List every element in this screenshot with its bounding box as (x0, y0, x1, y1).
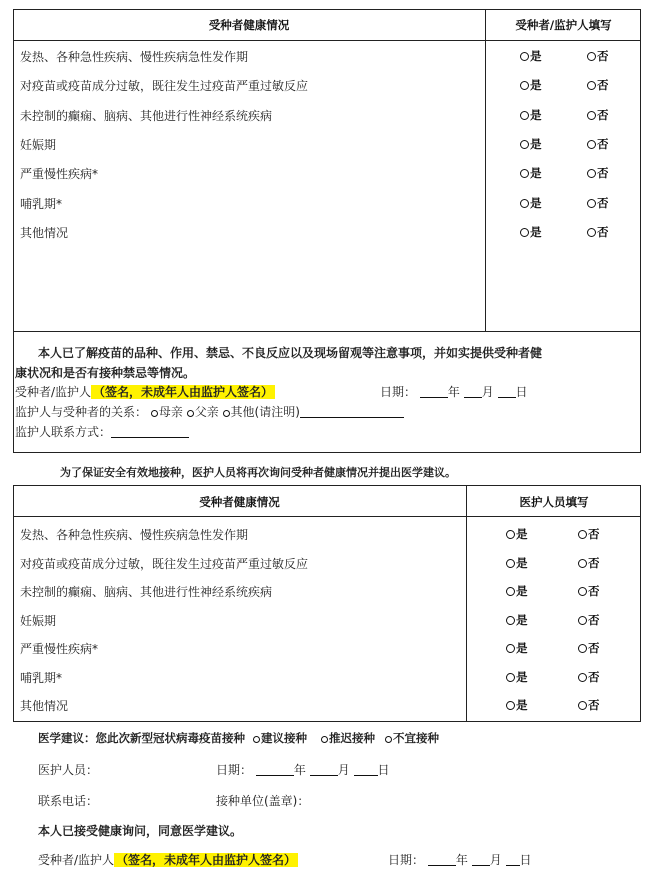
radio-circle-icon (506, 616, 515, 625)
radio-circle-icon (506, 673, 515, 682)
month-blank[interactable] (472, 854, 490, 866)
yes-option[interactable]: 是 (520, 107, 542, 123)
no-option[interactable]: 否 (578, 583, 600, 599)
relation-option-mother[interactable]: 母亲 (151, 405, 183, 419)
day-label: 日 (515, 385, 528, 399)
day-blank[interactable] (506, 854, 520, 866)
radio-circle-icon (578, 587, 587, 596)
health-row-label: 妊娠期 (20, 137, 57, 152)
radio-circle-icon (587, 81, 596, 90)
yes-option[interactable]: 是 (520, 165, 542, 181)
radio-circle-icon (321, 736, 328, 743)
year-blank[interactable] (420, 386, 448, 398)
radio-circle-icon (506, 644, 515, 653)
final-signer-note: （签名，未成年人由监护人签名） (116, 853, 297, 867)
radio-circle-icon (520, 169, 529, 178)
no-option[interactable]: 否 (578, 555, 600, 571)
radio-circle-icon (506, 587, 515, 596)
no-option[interactable]: 否 (587, 107, 609, 123)
month-blank[interactable] (464, 386, 482, 398)
no-option[interactable]: 否 (587, 165, 609, 181)
radio-circle-icon (587, 199, 596, 208)
radio-circle-icon (151, 410, 158, 417)
radio-circle-icon (578, 559, 587, 568)
relation-option-other[interactable]: 其他(请注明) (223, 405, 300, 419)
yes-option[interactable]: 是 (506, 640, 528, 656)
month-blank[interactable] (310, 764, 338, 776)
day-label: 日 (519, 853, 532, 867)
date-label: 日期： (380, 385, 417, 399)
no-option[interactable]: 否 (587, 77, 609, 93)
contact-blank[interactable] (111, 426, 189, 438)
yes-option[interactable]: 是 (506, 555, 528, 571)
phone-label: 联系电话： (38, 794, 99, 808)
no-option[interactable]: 否 (578, 697, 600, 713)
day-blank[interactable] (498, 386, 516, 398)
radio-circle-icon (520, 52, 529, 61)
yes-option[interactable]: 是 (506, 697, 528, 713)
relation-other-blank[interactable] (300, 406, 404, 418)
health-row-label: 其他情况 (20, 225, 69, 240)
signer-label: 受种者/监护人 (15, 385, 92, 399)
relation-line (15, 403, 404, 420)
advice-option-recommend[interactable]: 建议接种 (253, 731, 307, 745)
radio-circle-icon (506, 701, 515, 710)
section1-col-divider (485, 9, 486, 332)
radio-circle-icon (506, 530, 515, 539)
yes-option[interactable]: 是 (520, 136, 542, 152)
section1-header-left: 受种者健康情况 (208, 18, 290, 32)
section2-col-divider (466, 485, 467, 722)
staff-date (216, 761, 390, 778)
health-row-label: 哺乳期* (20, 196, 63, 211)
contact-label: 监护人联系方式： (15, 425, 112, 439)
radio-circle-icon (587, 52, 596, 61)
relation-option-father[interactable]: 父亲 (187, 405, 219, 419)
year-blank[interactable] (428, 854, 456, 866)
health-row-label: 严重慢性疾病* (20, 642, 99, 656)
contact-line (15, 423, 189, 440)
year-label: 年 (455, 853, 468, 867)
health-row-label: 未控制的癫痫、脑病、其他进行性神经系统疾病 (20, 108, 273, 123)
medical-advice-label: 医学建议：您此次新型冠状病毒疫苗接种 (38, 731, 245, 745)
yes-option[interactable]: 是 (520, 195, 542, 211)
no-option[interactable]: 否 (578, 669, 600, 685)
health-row-label: 发热、各种急性疾病、慢性疾病急性发作期 (20, 50, 249, 64)
health-row-label: 对疫苗或疫苗成分过敏，既往发生过疫苗严重过敏反应 (20, 79, 309, 94)
no-option[interactable]: 否 (587, 136, 609, 152)
radio-circle-icon (187, 410, 194, 417)
radio-circle-icon (578, 701, 587, 710)
section1-header-right: 受种者/监护人填写 (515, 18, 612, 32)
radio-circle-icon (253, 736, 260, 743)
date-label: 日期： (388, 853, 425, 867)
staff-label: 医护人员： (38, 763, 99, 777)
final-signer-label: 受种者/监护人 (38, 853, 115, 867)
month-label: 月 (481, 385, 494, 399)
radio-circle-icon (506, 559, 515, 568)
declaration-line-1: 本人已了解疫苗的品种、作用、禁忌、不良反应以及现场留观等注意事项，并如实提供受种者健 (38, 346, 543, 360)
relation-label: 监护人与受种者的关系： (15, 405, 148, 419)
radio-circle-icon (587, 169, 596, 178)
yes-option[interactable]: 是 (520, 48, 542, 64)
radio-circle-icon (520, 81, 529, 90)
radio-circle-icon (578, 644, 587, 653)
year-label: 年 (447, 385, 460, 399)
health-row-label: 妊娠期 (20, 613, 57, 628)
health-row-label: 哺乳期* (20, 670, 63, 685)
section1-date (380, 383, 528, 400)
section2-header-right: 医护人员填写 (519, 495, 589, 509)
year-blank[interactable] (256, 764, 294, 776)
radio-circle-icon (578, 530, 587, 539)
year-label: 年 (293, 763, 306, 777)
day-label: 日 (377, 763, 390, 777)
radio-circle-icon (578, 616, 587, 625)
no-option[interactable]: 否 (587, 48, 609, 64)
unit-label: 接种单位(盖章)： (216, 794, 310, 808)
radio-circle-icon (520, 111, 529, 120)
radio-circle-icon (223, 410, 230, 417)
section2-header-divider (13, 516, 641, 517)
signer-note: （签名，未成年人由监护人签名） (93, 385, 274, 399)
yes-option[interactable]: 是 (506, 669, 528, 685)
final-date (388, 851, 532, 868)
day-blank[interactable] (354, 764, 378, 776)
radio-circle-icon (578, 673, 587, 682)
no-option[interactable]: 否 (578, 640, 600, 656)
yes-option[interactable]: 是 (506, 583, 528, 599)
radio-circle-icon (520, 140, 529, 149)
section2-table (13, 485, 641, 722)
radio-circle-icon (385, 736, 392, 743)
radio-circle-icon (587, 111, 596, 120)
radio-circle-icon (520, 228, 529, 237)
health-row-label: 严重慢性疾病* (20, 167, 99, 182)
date-label: 日期： (216, 763, 253, 777)
notice-text: 为了保证安全有效地接种，医护人员将再次询问受种者健康情况并提出医学建议。 (60, 466, 456, 479)
section2-header-left: 受种者健康情况 (199, 495, 280, 509)
radio-circle-icon (587, 228, 596, 237)
no-option[interactable]: 否 (578, 526, 600, 542)
section1-header-divider (13, 40, 641, 41)
medical-advice-line (38, 730, 439, 746)
yes-option[interactable]: 是 (520, 77, 542, 93)
month-label: 月 (489, 853, 502, 867)
health-row-label: 对疫苗或疫苗成分过敏，既往发生过疫苗严重过敏反应 (20, 556, 309, 571)
health-row-label: 未控制的癫痫、脑病、其他进行性神经系统疾病 (20, 585, 273, 599)
health-row-label: 其他情况 (20, 699, 69, 713)
advice-option-postpone[interactable]: 推迟接种 (321, 731, 375, 745)
section1-declaration-divider (13, 331, 641, 332)
health-row-label: 发热、各种急性疾病、慢性疾病急性发作期 (20, 528, 249, 542)
advice-option-not-suitable[interactable]: 不宜接种 (385, 731, 439, 745)
radio-circle-icon (587, 140, 596, 149)
signer-line (15, 383, 275, 400)
yes-option[interactable]: 是 (506, 526, 528, 542)
yes-option[interactable]: 是 (506, 612, 528, 628)
month-label: 月 (337, 763, 350, 777)
final-signer-line (38, 851, 298, 868)
no-option[interactable]: 否 (587, 195, 609, 211)
no-option[interactable]: 否 (578, 612, 600, 628)
declaration-line-2: 康状况和是否有接种禁忌等情况。 (15, 366, 196, 380)
no-option[interactable]: 否 (587, 224, 609, 240)
yes-option[interactable]: 是 (520, 224, 542, 240)
radio-circle-icon (520, 199, 529, 208)
agree-text: 本人已接受健康询问，同意医学建议。 (38, 824, 243, 838)
